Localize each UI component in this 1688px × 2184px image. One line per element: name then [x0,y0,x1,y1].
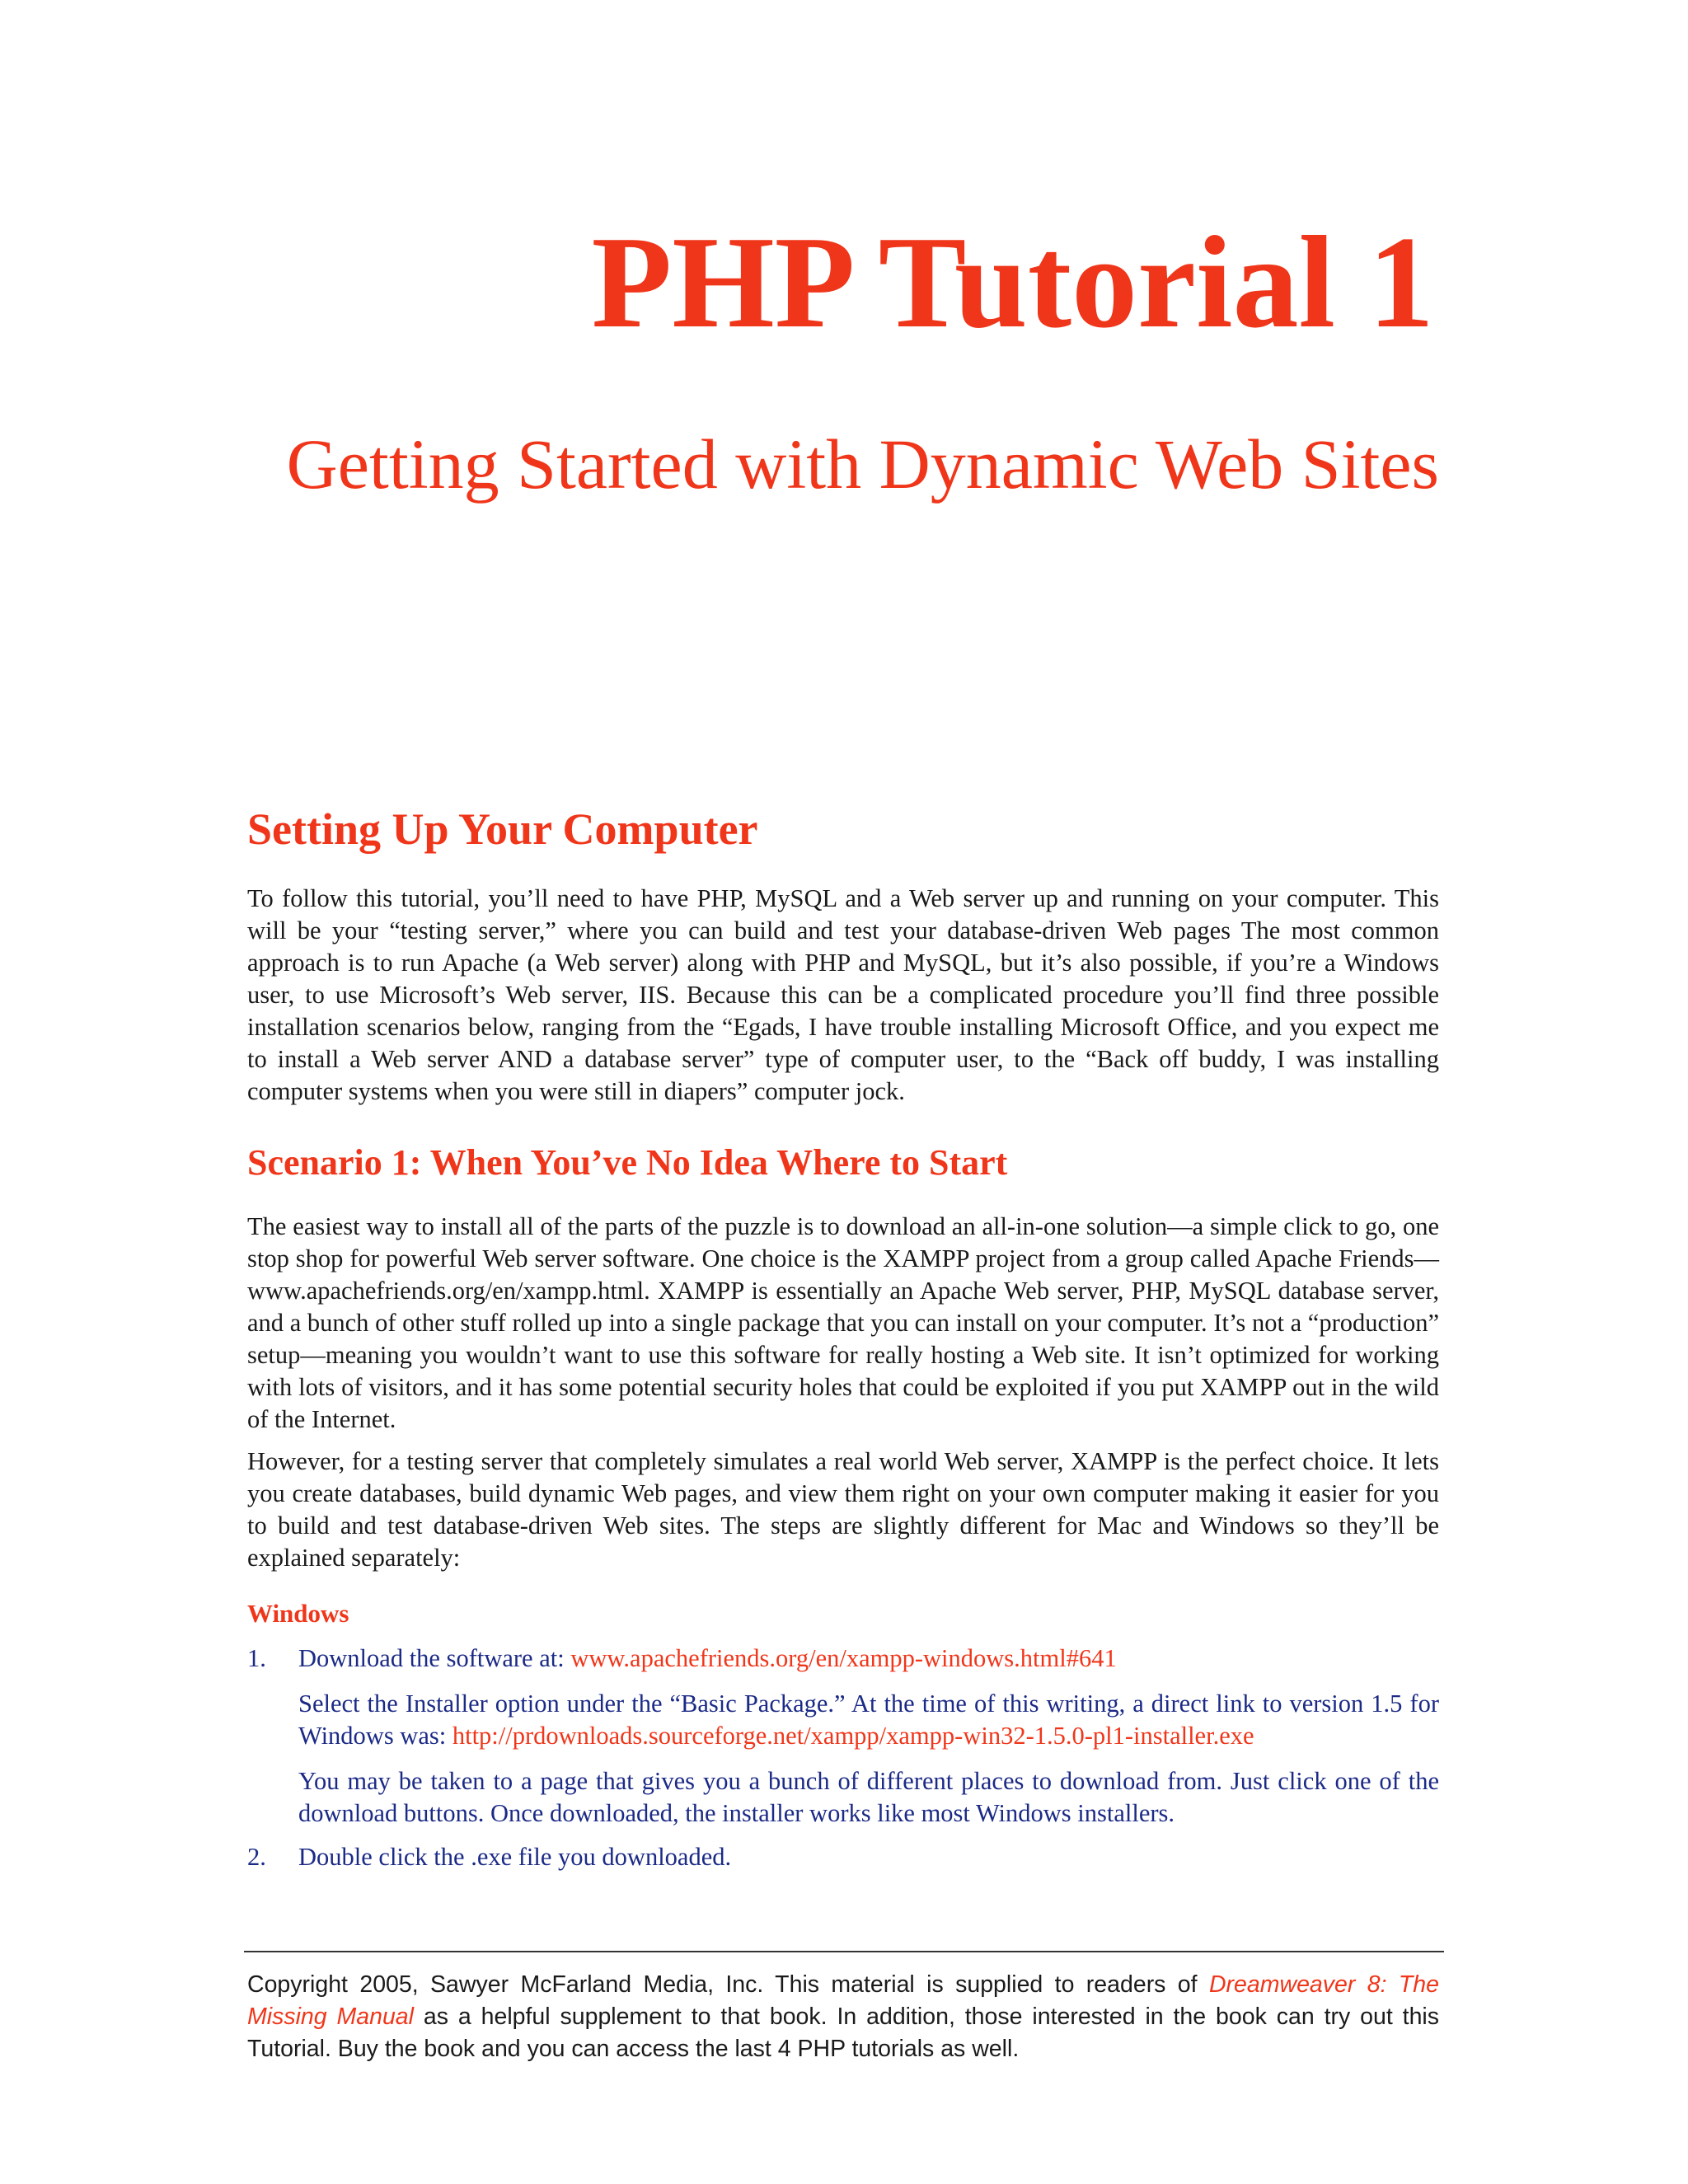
install-steps-list [247,1643,1439,1873]
page-title: PHP Tutorial 1 [591,209,1434,355]
section-paragraph: To follow this tutorial, you’ll need to have PHP, MySQL and a Web server up and running on your computer. This will be your “testing server,” where you can build and test your database-driven Web pages The most common approach is to run Apache (a Web server) along with PHP and MySQL, but it’s also possible, if you’re a Windows user, to use Microsoft’s Web server, IIS. Because this can be a complicated procedure you’ll find three possible installation scenarios below, ranging from the “Egads, I have trouble installing Microsoft Office, and you expect me to install a Web server AND a database server” type of computer user, to the “Back off buddy, I was installing computer systems when you were still in diapers” computer jock. [247,884,1439,1106]
step-1-label: Download the software at: [298,1643,571,1672]
scenario-paragraph-2: However, for a testing server that completely simulates a real world Web server, XAMPP is the perfect choice. It lets you create databases, build dynamic Web pages, and view them right on your own computer making it easier for you to build and test database-driven Web sites. The steps are slightly different for Mac and Windows so they’ll be explained separately: [247,1446,1439,1572]
windows-heading: Windows [247,1598,349,1628]
copyright-footer [247,1969,1439,2065]
step-2-text: Double click the .exe file you downloaded. [298,1842,732,1871]
scenario-paragraph-1: The easiest way to install all of the parts of the puzzle is to download an all-in-one solution—a simple click to go, one stop shop for powerful Web server software. One choice is the XAMPP project from a group called Apache Friends—www.apachefriends.org/en/xampp.html. XAMPP is essentially an Apache Web server, PHP, MySQL database server, and a bunch of other stuff rolled up into a single package that you can install on your computer. It’s not a “production” setup—meaning you wouldn’t want to use this software for really hosting a Web site. It isn’t optimized for working with lots of visitors, and it has some potential security holes that could be exploited if you put XAMPP out in the wild of the Internet. [247,1212,1439,1433]
step-2 [247,1841,1439,1873]
installer-note-text: Select the Installer option under the “Basic Package.” At the time of this writing, a direct link to version 1.5 for Windows was: [298,1689,1439,1750]
download-link[interactable]: www.apachefriends.org/en/xampp-windows.html#641 [570,1643,1117,1672]
step-2-number: 2. [247,1842,266,1871]
book-title: Dreamweaver 8: The Missing Manual [247,1971,1439,2030]
page-subtitle: Getting Started with Dynamic Web Sites [286,424,1439,504]
step-1-download-note: You may be taken to a page that gives you a bunch of different places to download from. Just click one of the download buttons. Once downloaded, the installer works like most Windows installers. [298,1766,1439,1827]
direct-download-link[interactable]: http://prdownloads.sourceforge.net/xampp/xampp-win32-1.5.0-pl1-installer.exe [452,1721,1254,1750]
section-heading: Setting Up Your Computer [247,804,758,854]
scenario-heading: Scenario 1: When You’ve No Idea Where to Start [247,1142,1008,1183]
step-1 [247,1643,1439,1830]
step-1-installer-note [298,1688,1439,1752]
step-1-number: 1. [247,1643,266,1672]
step-1-text [298,1643,1439,1675]
footer-divider [244,1951,1444,1952]
main-content [247,804,1439,1885]
footer-text-after: as a helpful supplement to that book. In addition, those interested in the book can try out this Tutorial. Buy the book and you can access the last 4 PHP tutorials as well. [247,2004,1439,2062]
footer-text-before: Copyright 2005, Sawyer McFarland Media, Inc. This material is supplied to readers of [247,1971,1209,1998]
